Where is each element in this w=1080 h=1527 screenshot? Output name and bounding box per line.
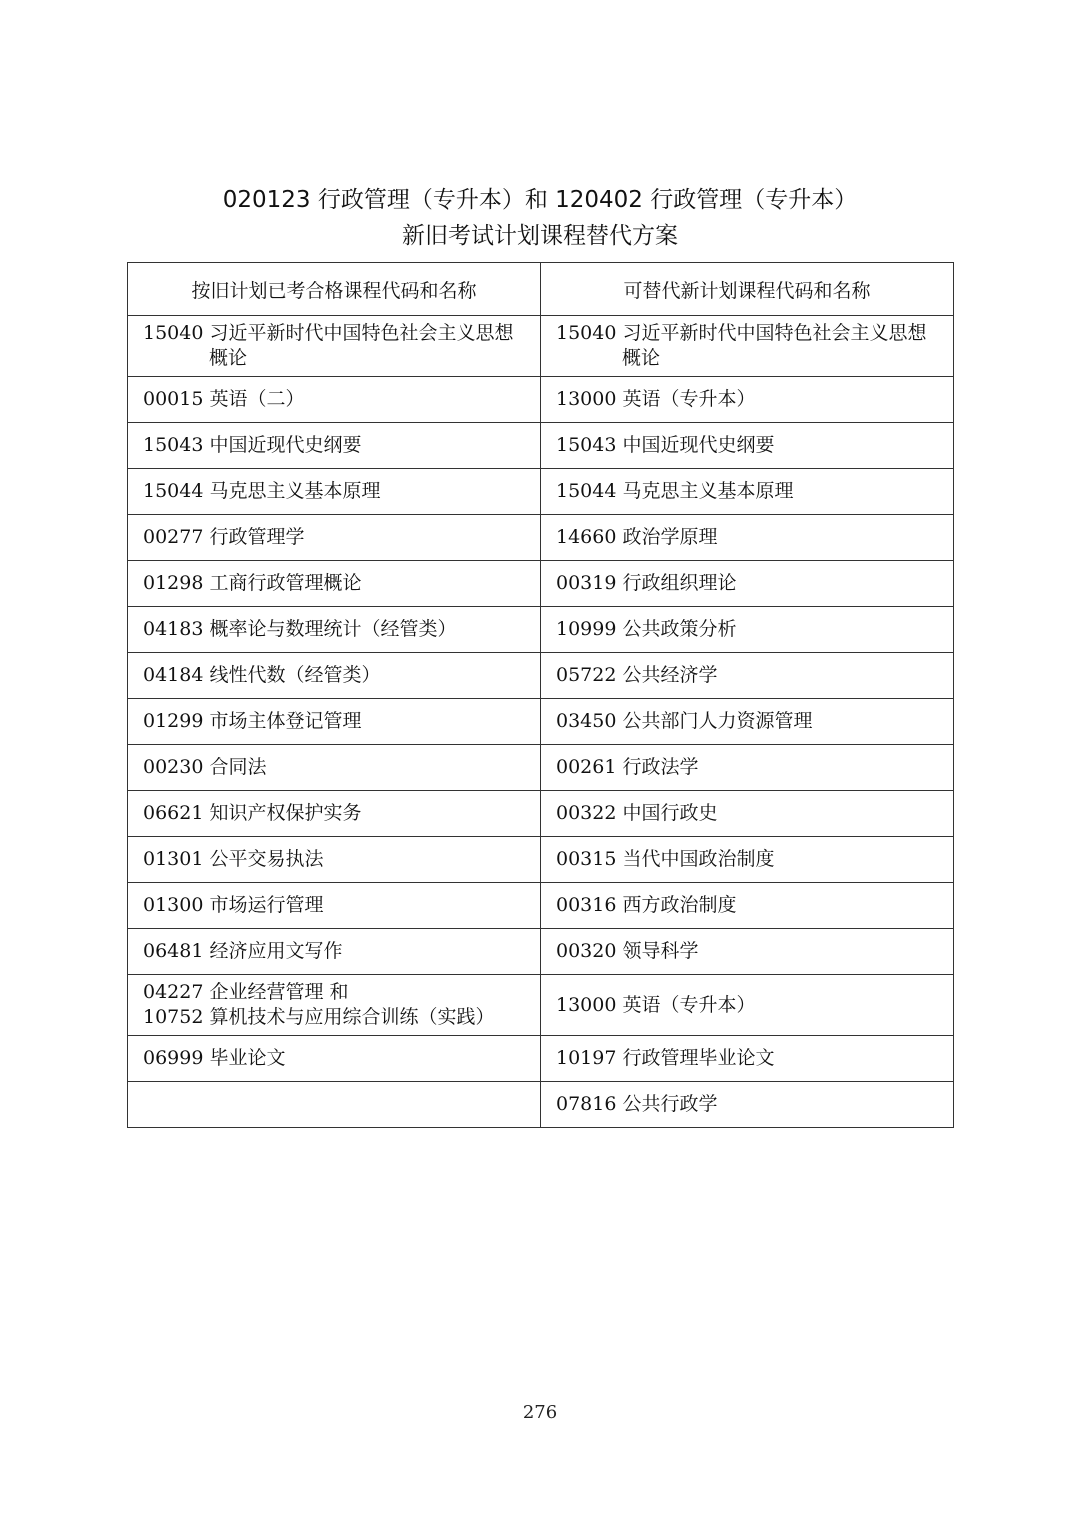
new-course-cell: 00316 西方政治制度 (541, 883, 954, 929)
course-substitution-table (127, 262, 954, 1128)
table-row (128, 745, 954, 791)
new-course-cell (541, 316, 954, 377)
new-course-cell: 10999 公共政策分析 (541, 607, 954, 653)
old-course-cell: 01300 市场运行管理 (128, 883, 541, 929)
page-number: 276 (522, 1402, 558, 1423)
old-course-line-1: 04227 企业经营管理 和 (143, 981, 349, 1003)
new-course-cell: 00320 领导科学 (541, 929, 954, 975)
table-row (128, 929, 954, 975)
page-title (0, 182, 1080, 254)
new-course-cell: 00261 行政法学 (541, 745, 954, 791)
new-course-cell: 14660 政治学原理 (541, 515, 954, 561)
table-row (128, 699, 954, 745)
old-course-cell (128, 316, 541, 377)
table-row (128, 791, 954, 837)
table-row (128, 883, 954, 929)
header-old-plan: 按旧计划已考合格课程代码和名称 (128, 263, 541, 316)
table-row (128, 561, 954, 607)
table-row (128, 653, 954, 699)
old-course-line-2: 10752 算机技术与应用综合训练（实践） (143, 1006, 495, 1028)
title-line-1: 020123 行政管理（专升本）和 120402 行政管理（专升本） (222, 187, 858, 213)
table-row (128, 607, 954, 653)
old-course-cell: 01298 工商行政管理概论 (128, 561, 541, 607)
table-row (128, 975, 954, 1036)
old-course-cell: 01299 市场主体登记管理 (128, 699, 541, 745)
new-course-cell: 00319 行政组织理论 (541, 561, 954, 607)
old-course-cell: 15043 中国近现代史纲要 (128, 423, 541, 469)
new-course-cell: 10197 行政管理毕业论文 (541, 1036, 954, 1082)
table-row (128, 1036, 954, 1082)
old-course-cell: 00277 行政管理学 (128, 515, 541, 561)
old-course-cell: 06621 知识产权保护实务 (128, 791, 541, 837)
new-course-cell: 00322 中国行政史 (541, 791, 954, 837)
new-course-text: 15040 习近平新时代中国特色社会主义思想概论 (556, 322, 927, 369)
table-row (128, 837, 954, 883)
old-course-cell: 06481 经济应用文写作 (128, 929, 541, 975)
new-course-cell: 07816 公共行政学 (541, 1082, 954, 1128)
table-row (128, 1082, 954, 1128)
new-course-cell: 15044 马克思主义基本原理 (541, 469, 954, 515)
old-course-cell: 06999 毕业论文 (128, 1036, 541, 1082)
table-header-row (128, 263, 954, 316)
old-course-cell (128, 975, 541, 1036)
old-course-cell (128, 1082, 541, 1128)
title-line-2: 新旧考试计划课程替代方案 (402, 223, 678, 249)
new-course-cell: 13000 英语（专升本） (541, 377, 954, 423)
old-course-text: 15040 习近平新时代中国特色社会主义思想概论 (143, 322, 514, 369)
new-course-cell: 13000 英语（专升本） (541, 975, 954, 1036)
new-course-cell: 00315 当代中国政治制度 (541, 837, 954, 883)
table-row (128, 377, 954, 423)
old-course-cell: 00230 合同法 (128, 745, 541, 791)
old-course-cell: 04184 线性代数（经管类） (128, 653, 541, 699)
old-course-cell: 01301 公平交易执法 (128, 837, 541, 883)
old-course-cell: 00015 英语（二） (128, 377, 541, 423)
old-course-cell: 04183 概率论与数理统计（经管类） (128, 607, 541, 653)
table-row (128, 316, 954, 377)
table-row (128, 515, 954, 561)
old-course-cell: 15044 马克思主义基本原理 (128, 469, 541, 515)
new-course-cell: 05722 公共经济学 (541, 653, 954, 699)
new-course-cell: 15043 中国近现代史纲要 (541, 423, 954, 469)
table-row (128, 423, 954, 469)
table-row (128, 469, 954, 515)
new-course-cell: 03450 公共部门人力资源管理 (541, 699, 954, 745)
header-new-plan: 可替代新计划课程代码和名称 (541, 263, 954, 316)
